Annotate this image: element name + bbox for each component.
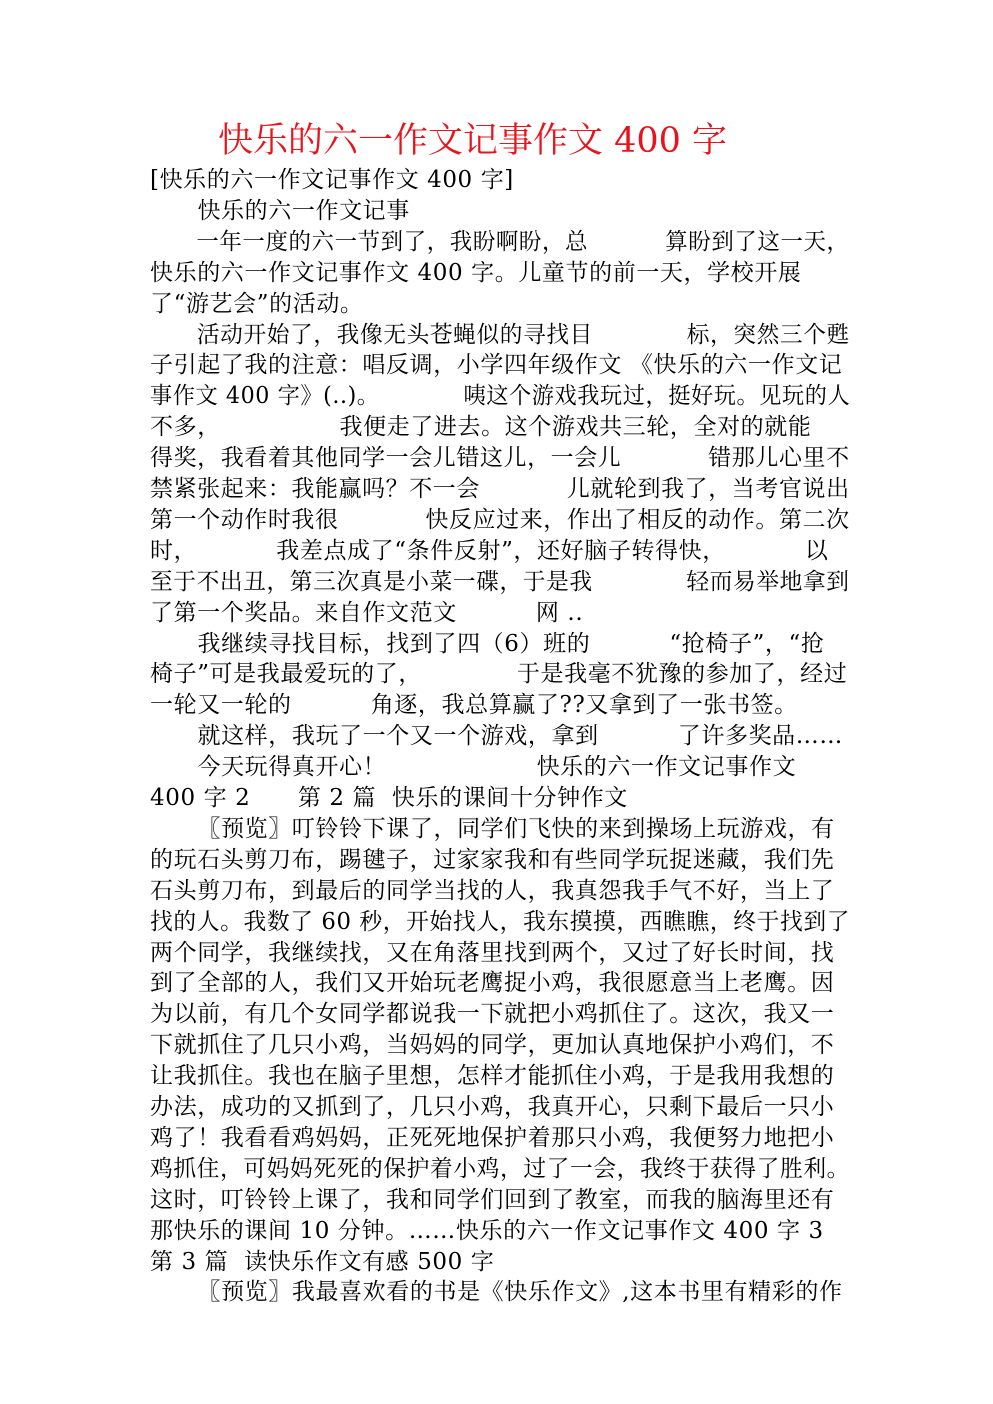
text-line: 时， 我差点成了“条件反射”，还好脑子转得快， 以 xyxy=(150,537,829,564)
text-line: 那快乐的课间 10 分钟。……快乐的六一作文记事作文 400 字 3 xyxy=(150,1217,824,1244)
text-line: 不多， 我便走了进去。这个游戏共三轮，全对的就能 xyxy=(150,414,812,441)
text-line: 下就抓住了几只小鸡，当妈妈的同学，更加认真地保护小鸡们，不 xyxy=(150,1032,835,1059)
text-line: 〖预览〗我最喜欢看的书是《快乐作文》,这本书里有精彩的作 xyxy=(150,1279,843,1306)
text-line: 快乐的六一作文记事 xyxy=(150,197,410,224)
text-line: 了第一个奖品。来自作文范文 网 .. xyxy=(150,599,584,626)
text-line: 快乐的六一作文记事作文 400 字。儿童节的前一天，学校开展 xyxy=(150,259,802,286)
text-line: 就这样，我玩了一个又一个游戏，拿到 了许多奖品…… xyxy=(150,723,843,750)
text-line: 了“游艺会”的活动。 xyxy=(150,290,364,317)
text-line: 禁紧张起来：我能赢吗？不一会 儿就轮到我了，当考官说出 xyxy=(150,476,850,502)
text-line: 石头剪刀布，到最后的同学当找的人，我真怨我手气不好，当上了 xyxy=(150,877,835,904)
text-line: 活动开始了，我像无头苍蝇似的寻找目 标，突然三个甦 xyxy=(150,321,850,348)
text-line: 子引起了我的注意：唱反调，小学四年级作文 《快乐的六一作文记 xyxy=(150,352,843,379)
text-line: 鸡了！我看看鸡妈妈，正死死地保护着那只小鸡，我便努力地把小 xyxy=(150,1124,835,1151)
text-line: 这时，叮铃铃上课了，我和同学们回到了教室，而我的脑海里还有 xyxy=(150,1186,835,1213)
text-line: 今天玩得真开心！ 快乐的六一作文记事作文 xyxy=(150,754,797,781)
text-line: [快乐的六一作文记事作文 400 字] xyxy=(150,167,514,193)
text-line: 两个同学，我继续找，又在角落里找到两个，又过了好长时间，找 xyxy=(150,939,835,966)
text-line: 〖预览〗叮铃铃下课了，同学们飞快的来到操场上玩游戏，有 xyxy=(150,815,835,842)
text-line: 到了全部的人，我们又开始玩老鹰捉小鸡，我很愿意当上老鹰。因 xyxy=(150,970,835,997)
text-line: 得奖，我看着其他同学一会儿错这儿，一会儿 错那儿心里不 xyxy=(150,445,850,472)
text-line: 第 3 篇 读快乐作文有感 500 字 xyxy=(150,1248,495,1275)
text-line: 椅子”可是我最爱玩的了， 于是我毫不犹豫的参加了，经过 xyxy=(150,661,848,688)
text-line: 第一个动作时我很 快反应过来，作出了相反的动作。第二次 xyxy=(150,506,850,533)
text-line: 的玩石头剪刀布，踢毽子，过家家我和有些同学玩捉迷藏，我们先 xyxy=(150,846,835,873)
text-line: 至于不出丑，第三次真是小菜一碟，于是我 轻而易举地拿到 xyxy=(150,568,850,595)
text-line: 鸡抓住，可妈妈死死的保护着小鸡，过了一会，我终于获得了胜利。 xyxy=(150,1155,850,1182)
text-line: 一轮又一轮的 角逐，我总算赢了??又拿到了一张书签。 xyxy=(150,692,798,719)
text-line: 一年一度的六一节到了，我盼啊盼，总 算盼到了这一天， xyxy=(150,228,850,255)
text-line: 事作文 400 字》(..)。 咦这个游戏我玩过，挺好玩。见玩的人 xyxy=(150,383,851,410)
page-title: 快乐的六一作文记事作文 400 字 xyxy=(218,121,728,161)
text-line: 办法，成功的又抓到了，几只小鸡，我真开心，只剩下最后一只小 xyxy=(150,1094,835,1120)
text-line: 400 字 2 第 2 篇 快乐的课间十分钟作文 xyxy=(150,785,628,811)
text-line: 我继续寻找目标，找到了四（6）班的 “抢椅子”，“抢 xyxy=(150,630,825,657)
text-line: 找的人。我数了 60 秒，开始找人，我东摸摸，西瞧瞧，终于找到了 xyxy=(150,908,851,935)
text-line: 为以前，有几个女同学都说我一下就把小鸡抓住了。这次，我又一 xyxy=(150,1001,835,1028)
text-line: 让我抓住。我也在脑子里想，怎样才能抓住小鸡，于是我用我想的 xyxy=(150,1063,835,1090)
